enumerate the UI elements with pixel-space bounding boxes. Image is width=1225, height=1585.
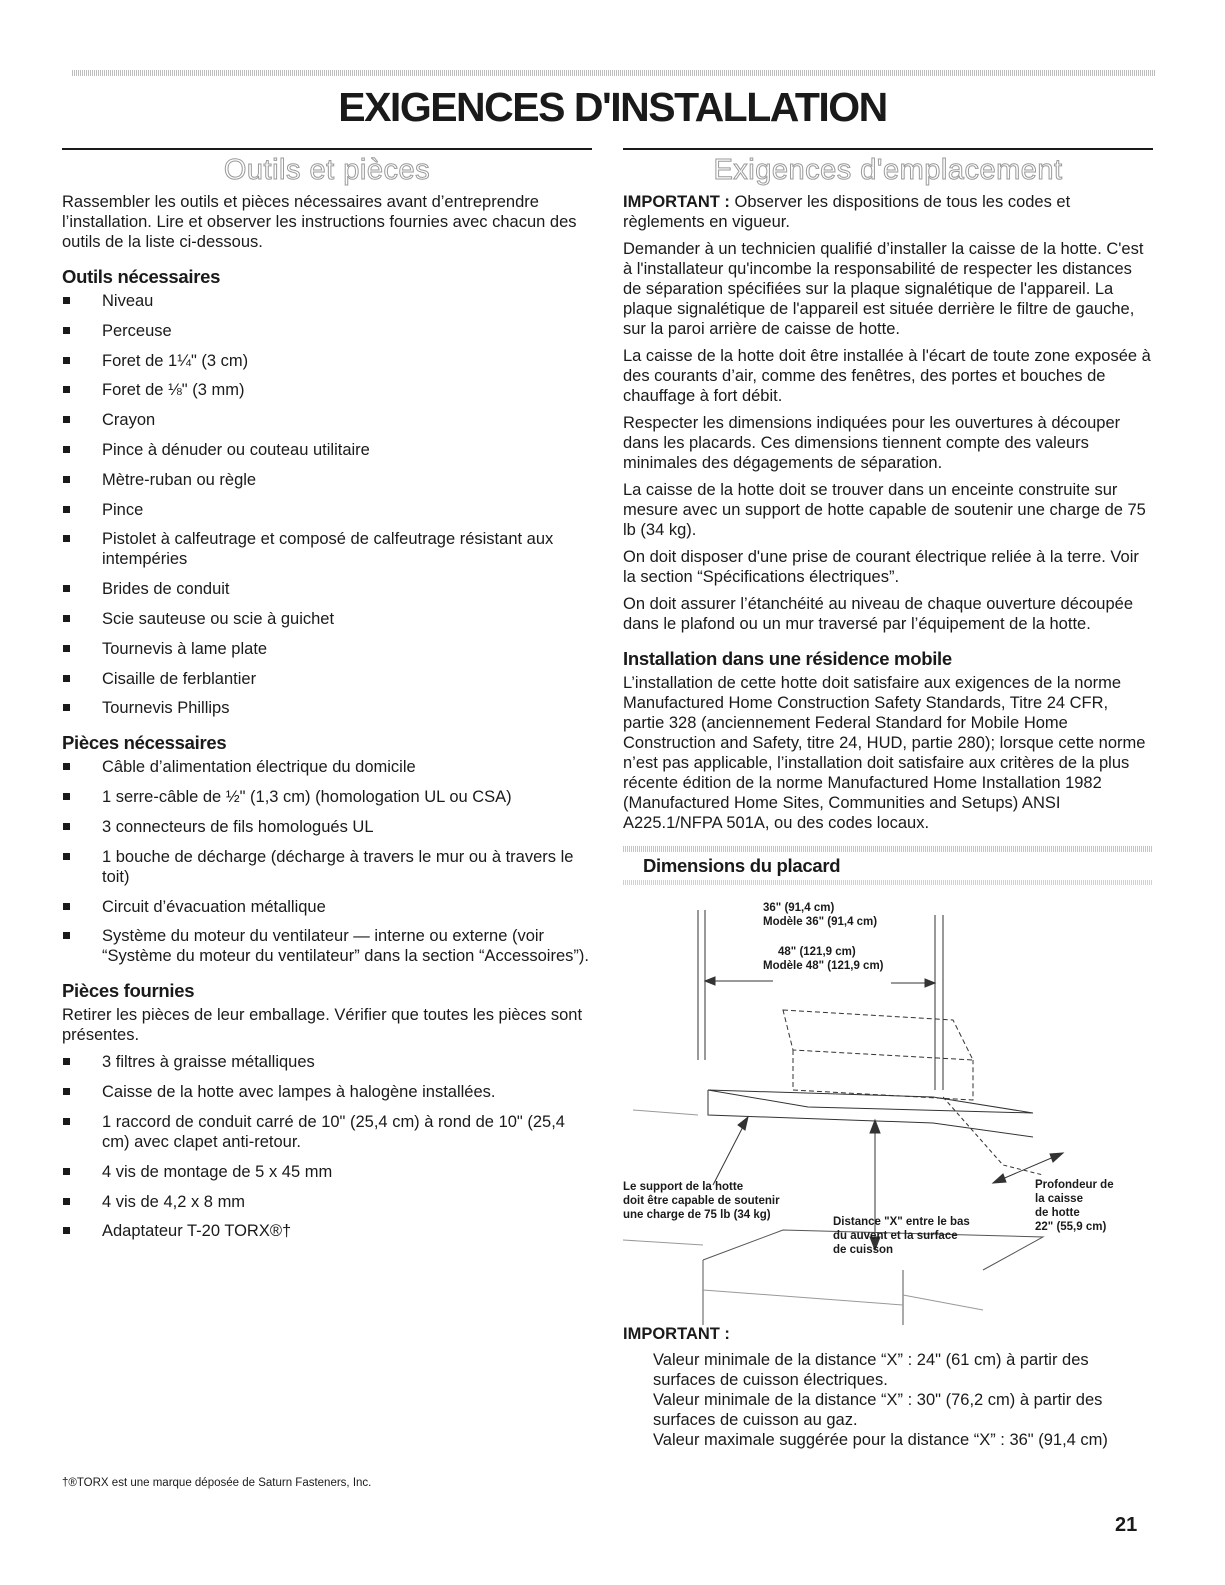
distance-label: du auvent et la surface [833,1230,958,1242]
paragraph: On doit disposer d'une prise de courant électrique reliée à la terre. Voir la section “Spécifications électriques”. [623,548,1139,586]
width-48-label: 48" (121,9 cm) [778,946,856,958]
list-item: Circuit d’évacuation métallique [62,897,592,917]
dimensions-heading: Dimensions du placard [643,855,841,876]
list-item: Tournevis Phillips [62,698,592,718]
important-item: Valeur maximale suggérée pour la distance “X” : 36" (91,4 cm) [653,1431,1108,1449]
list-item: 1 bouche de décharge (décharge à travers le mur ou à travers le toit) [62,847,592,887]
list-item: Foret de 1¼" (3 cm) [62,351,592,371]
list-item: 4 vis de 4,2 x 8 mm [62,1192,592,1212]
depth-label: de hotte [1035,1207,1080,1219]
list-item: 3 filtres à graisse métalliques [62,1052,592,1072]
important-text: Observer les dispositions de tous les codes et règlements en vigueur. [623,193,1071,231]
list-item: 4 vis de montage de 5 x 45 mm [62,1162,592,1182]
section-title-location: Exigences d'emplacement [713,154,1063,186]
list-item: Câble d’alimentation électrique du domicile [62,757,592,777]
footnote: †®TORX est une marque déposée de Saturn Fasteners, Inc. [62,1477,372,1489]
tools-intro: Rassembler les outils et pièces nécessaires avant d’entreprendre l’installation. Lire et observer les instructions fournies avec chacun des outils de la liste ci-dessous. [62,193,577,251]
support-label: Le support de la hotte [623,1181,744,1193]
list-item: Cisaille de ferblantier [62,669,592,689]
list-item: Adaptateur T-20 TORX®† [62,1221,592,1241]
important-list [653,1350,1153,1450]
page-title: EXIGENCES D'INSTALLATION [338,84,887,130]
depth-arrowhead [1050,1153,1063,1162]
section-rule [62,148,592,150]
list-item: Système du moteur du ventilateur — interne ou externe (voir “Système du moteur du ventilateur” dans la section “Accessoires”). [62,926,592,966]
width-arrowhead [925,979,935,987]
parts-supplied-list [62,1052,592,1241]
list-item: Perceuse [62,321,592,341]
tools-heading: Outils nécessaires [62,266,221,287]
distance-arrowhead [870,1120,880,1133]
list-item: Pince [62,500,592,520]
parts-supplied-heading: Pièces fournies [62,980,195,1002]
left-column [62,148,592,1251]
list-item: 3 connecteurs de fils homologués UL [62,817,592,837]
list-item: Caisse de la hotte avec lampes à halogène installées. [62,1082,592,1102]
dimensions-band [623,846,1153,852]
canopy-front [708,1090,1033,1137]
mobile-home-text: L’installation de cette hotte doit satisfaire aux exigences de la norme Manufactured Home Construction Safety Standards, Titre 24 CFR, partie 328 (anciennement Federal Standard for Mobile Home Construction and Safety, titre 24, HUD, partie 280); lorsque cette norme n’est pas applicable, l’installation doit satisfaire aux critères de la plus récente édition de la norme Manufactured Home Installation 1982 (Manufactured Home Sites, Communities and Setups) ANSI A225.1/NFPA 501A, ou des codes locaux. [623,674,1146,832]
depth-label: Profondeur de [1035,1179,1114,1191]
canopy-shelf [708,1090,1033,1113]
important-note [623,192,1153,232]
right-column [623,148,1153,1450]
depth-arrowhead [993,1174,1006,1183]
counter-line [703,1290,903,1305]
list-item: Brides de conduit [62,579,592,599]
list-item: Mètre-ruban ou règle [62,470,592,490]
support-label: une charge de 75 lb (34 kg) [623,1209,771,1221]
section-title-tools: Outils et pièces [223,154,431,186]
distance-label: Distance "X" entre le bas [833,1216,970,1228]
hood-top [783,1010,973,1060]
distance-label: de cuisson [833,1244,894,1256]
width-arrowhead [705,977,715,985]
width-36-label: 36" (91,4 cm) [763,902,835,914]
top-separator [72,70,1155,76]
list-item: Foret de ⅛" (3 mm) [62,380,592,400]
cabinet-dimensions-diagram [623,885,1153,1325]
important-heading: IMPORTANT : [623,1325,730,1343]
list-item: Pistolet à calfeutrage et composé de calfeutrage résistant aux intempéries [62,529,592,569]
section-rule [623,148,1153,150]
paragraph: La caisse de la hotte doit se trouver dans un enceinte construite sur mesure avec un support de hotte capable de soutenir une charge de 75 lb (34 kg). [623,481,1146,539]
paragraph: Respecter les dimensions indiquées pour les ouvertures à découper dans les placards. Ces dimensions tiennent compte des valeurs minimales des dégagements de séparation. [623,414,1121,472]
parts-needed-list [62,757,592,966]
support-label: doit être capable de soutenir [623,1195,780,1207]
paragraph: La caisse de la hotte doit être installée à l'écart de toute zone exposée à des courants d’air, comme des fenêtres, des portes et bouches de chauffage à fort débit. [623,347,1151,405]
list-item: Crayon [62,410,592,430]
page-number: 21 [1115,1514,1138,1536]
list-item: Tournevis à lame plate [62,639,592,659]
parts-supplied-intro: Retirer les pièces de leur emballage. Vérifier que toutes les pièces sont présentes. [62,1006,583,1045]
list-item: Pince à dénuder ou couteau utilitaire [62,440,592,460]
counter-line [903,1295,983,1310]
important-item: Valeur minimale de la distance “X” : 30" (76,2 cm) à partir des surfaces de cuisson au gaz. [653,1391,1103,1429]
model-36-label: Modèle 36" (91,4 cm) [763,916,878,928]
tools-list [62,291,592,718]
wall-line [633,1110,698,1115]
paragraph: On doit assurer l’étanchéité au niveau de chaque ouverture découpée dans le plafond ou un mur traversé par l’équipement de la hotte. [623,595,1134,633]
list-item: Scie sauteuse ou scie à guichet [62,609,592,629]
support-arrowhead [738,1117,748,1130]
depth-label: la caisse [1035,1193,1083,1205]
counter-line [623,1240,703,1245]
model-48-label: Modèle 48" (121,9 cm) [763,960,884,972]
list-item: 1 raccord de conduit carré de 10" (25,4 cm) à rond de 10" (25,4 cm) avec clapet anti-retour. [62,1112,592,1152]
list-item: 1 serre-câble de ½" (1,3 cm) (homologation UL ou CSA) [62,787,592,807]
list-item: Niveau [62,291,592,311]
parts-needed-heading: Pièces nécessaires [62,732,227,754]
paragraph: Demander à un technicien qualifié d’installer la caisse de la hotte. C'est à l'installateur qu'incombe la responsabilité de respecter les distances de séparation spécifiées sur la plaque signalétique de l'appareil. La plaque signalétique de l'appareil est située derrière le filtre de gauche, sur la paroi arrière de caisse de hotte. [623,240,1144,338]
depth-label: 22" (55,9 cm) [1035,1221,1107,1233]
mobile-home-heading: Installation dans une résidence mobile [623,648,952,669]
important-label: IMPORTANT : [623,193,730,211]
important-item: Valeur minimale de la distance “X” : 24" (61 cm) à partir des surfaces de cuisson électriques. [653,1351,1089,1389]
hood-side [793,1050,973,1100]
